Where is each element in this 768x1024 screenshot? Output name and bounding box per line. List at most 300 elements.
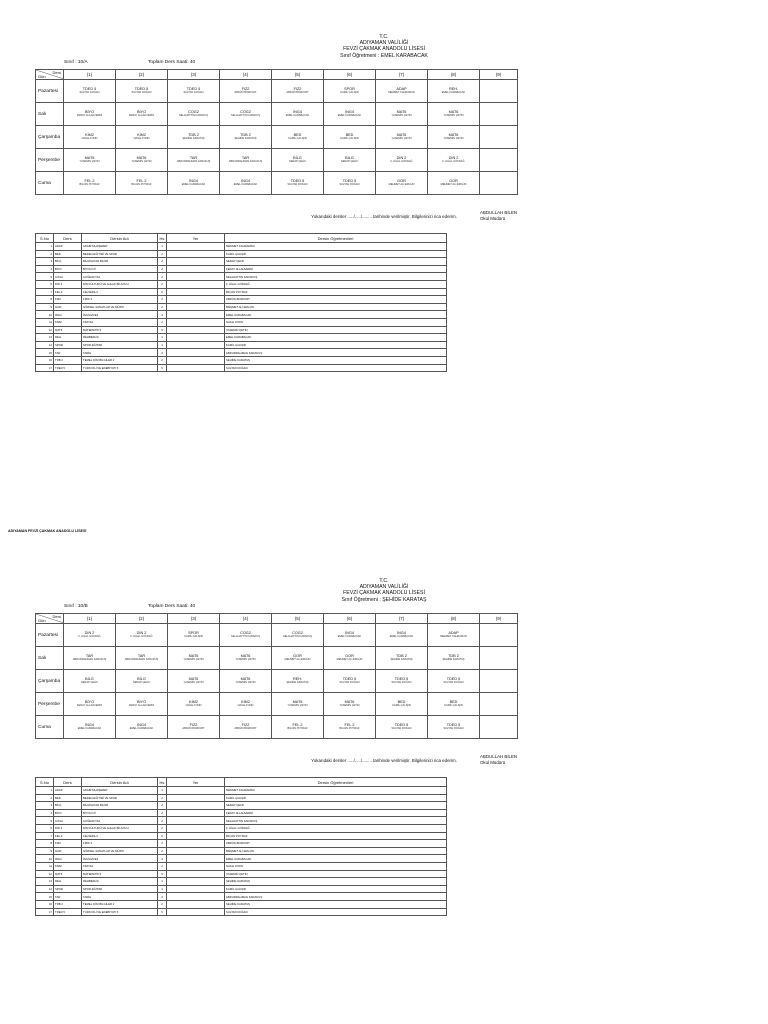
lesson-cell [168,693,220,716]
schedule-row [36,103,518,126]
lesson-cell [480,647,518,670]
lesson-cell [116,693,168,716]
course-teachers: ABDÜN BOZKURT [225,296,447,304]
lesson-teacher: ABDÜN BOZKURT [234,727,257,731]
lesson-cell [116,716,168,739]
lesson-code: FIZ2 [241,722,250,727]
lesson-cell [376,670,428,693]
lesson-code: MAT6 [240,653,251,658]
course-code: GOR [54,303,82,311]
course-number: 16 [36,356,54,364]
course-list-table [35,777,447,916]
course-hours: 2 [158,809,167,817]
lesson-teacher: EMEL KARABACAK [337,114,362,118]
lesson-cell [220,647,272,670]
principal-signature [480,754,517,766]
principal-name: ABDULLAH BİLEN [480,754,518,759]
lesson-code: DİN 2 [84,630,95,635]
course-row [36,303,447,311]
course-hours: 6 [158,326,167,334]
course-hours: 2 [158,794,167,802]
lesson-cell [480,80,518,103]
weekly-schedule-table [35,69,518,195]
course-column-header: Yer [167,778,225,787]
lesson-teacher: SULTAN DOĞAN [131,91,152,95]
course-room [167,364,225,372]
course-room [167,273,225,281]
lesson-teacher: SERAP ÇELİK [341,160,358,164]
course-teachers: FERAY ALLAHVERDİ [225,809,447,817]
course-code: BED [54,794,82,802]
lesson-cell [272,172,324,195]
course-name: TEMEL DİNİ BİLGİLER 2 [82,900,158,908]
period-header: (7) [376,70,428,80]
course-code: BİYO [54,265,82,273]
course-row [36,802,447,810]
course-hours: 2 [158,258,167,266]
course-number: 6 [36,824,54,832]
lesson-cell [272,126,324,149]
lesson-teacher: EMEL KARABACAK [181,183,206,187]
lesson-code: BİYO [136,109,147,114]
lesson-cell [116,103,168,126]
course-name: TARİH [82,893,158,901]
lesson-cell [116,126,168,149]
approval-note: Yukarıdaki dersler ...../...../........ tarihinde verilmiştir. Bilgilerinizi rica ederim. [311,758,457,763]
course-row [36,334,447,342]
period-header: (8) [428,70,480,80]
lesson-code: KİM2 [137,132,146,137]
lesson-code: İNG4 [345,109,354,114]
lesson-code: İNG4 [189,178,198,183]
lesson-cell [428,172,480,195]
day-label: Perşembe [36,149,64,172]
course-teachers: YASEMİN ÇETİN [225,326,447,334]
period-header: (2) [116,614,168,624]
course-teachers: ŞEHİDE KARATAŞ [225,878,447,886]
course-name: MATEMATİK 6 [82,870,158,878]
lesson-cell [428,103,480,126]
class-label: Sınıf : 10/B [64,604,88,609]
lesson-code: TAR [189,155,198,160]
lesson-cell [220,103,272,126]
lesson-teacher: ABDÜN BOZKURT [182,727,205,731]
course-room [167,280,225,288]
lesson-cell [220,172,272,195]
course-teachers: F. HİLAL GÖKDAĞ [225,824,447,832]
course-room [167,303,225,311]
course-code: TDED 5 [54,364,82,372]
course-row [36,840,447,848]
lesson-code: FEL 2 [136,178,147,183]
course-column-header: Dersin Adı [82,778,158,787]
school-header [0,578,768,603]
lesson-cell [168,80,220,103]
period-header: (1) [64,70,116,80]
lesson-cell [428,670,480,693]
lesson-teacher: ABDURRAHMAN KARAKUŞ [228,160,263,164]
course-room [167,893,225,901]
lesson-cell [324,103,376,126]
period-header: (1) [64,614,116,624]
lesson-teacher: EMEL KARABACAK [441,91,466,95]
lesson-cell [64,126,116,149]
lesson-teacher: NAİLE AYDIN [133,137,150,141]
lesson-cell [272,693,324,716]
class-label: Sınıf : 10/A [64,60,88,65]
lesson-teacher: EMEL KARABACAK [77,727,102,731]
course-code: COG2 [54,817,82,825]
lesson-cell [272,670,324,693]
course-row [36,273,447,281]
lesson-cell [272,647,324,670]
course-code: FEL 2 [54,288,82,296]
course-room [167,794,225,802]
lesson-cell [324,716,376,739]
course-name: ADABI MUAŞERET [82,243,158,251]
course-code: KİM2 [54,318,82,326]
course-hours: 2 [158,832,167,840]
lesson-teacher: EMEL KARABACAK [337,635,362,639]
lesson-teacher: SELAHATTİN KARAKUŞ [283,635,312,639]
lesson-code: TDED 5 [82,86,97,91]
school-name-footer: ADIYAMAN FEVZİ ÇAKMAK ANADOLU LİSESİ [8,529,87,533]
course-number: 9 [36,303,54,311]
course-code: İNG4 [54,311,82,319]
lesson-cell [376,149,428,172]
lesson-cell [324,670,376,693]
course-number: 15 [36,893,54,901]
lesson-teacher: FERAY ALLAHVERDİ [76,704,103,708]
course-column-header: Dersin Öğretmenleri [225,234,447,243]
course-number: 13 [36,334,54,342]
lesson-code: TDED 5 [446,722,461,727]
day-label: Perşembe [36,693,64,716]
lesson-cell [220,716,272,739]
course-teachers: EMEL KARABACAK [225,855,447,863]
schedule-row [36,149,518,172]
course-number: 2 [36,794,54,802]
course-column-header: S.No [36,778,54,787]
course-number: 10 [36,311,54,319]
course-number: 8 [36,840,54,848]
course-name: DİN KÜLTÜRÜ VE AHLAK BİLGİSİ 2 [82,280,158,288]
course-teachers: BİLGİN POYRAZ [225,288,447,296]
course-teachers: YASEMİN ÇETİN [225,870,447,878]
header-line: ADIYAMAN VALİLİĞİ [359,40,409,47]
lesson-teacher: MEHMET ALİ ERGÜN [440,183,467,187]
course-hours: 1 [158,243,167,251]
course-hours: 2 [158,265,167,273]
lesson-cell [428,624,480,647]
course-teachers: SERAP ÇELİK [225,258,447,266]
lesson-code: FEL 2 [84,178,95,183]
lesson-code: MAT6 [136,155,147,160]
lesson-cell [376,126,428,149]
course-row [36,318,447,326]
course-code: ADAP [54,787,82,795]
course-teachers: MEHMET ALİ ERGÜN [225,847,447,855]
lesson-teacher: ŞEHİDE KARATAŞ [390,658,413,662]
course-row [36,341,447,349]
lesson-teacher: SULTAN DOĞAN [339,681,360,685]
course-teachers: SELAHATTİN KARAKUŞ [225,273,447,281]
lesson-code: GOR [293,653,302,658]
course-hours: 6 [158,870,167,878]
lesson-code: KİM2 [189,699,198,704]
course-code: TDB 2 [54,900,82,908]
lesson-teacher: YASEMİN ÇETİN [235,681,256,685]
lesson-code: COG2 [188,109,199,114]
lesson-cell [220,126,272,149]
lesson-cell [116,80,168,103]
course-teachers: ŞEHİDE KARATAŞ [225,356,447,364]
header-line: FEVZİ ÇAKMAK ANADOLU LİSESİ [343,46,425,53]
course-teachers: MEHMET KAHRAMAN [225,787,447,795]
lesson-code: ADAP [448,630,459,635]
course-number: 11 [36,318,54,326]
course-hours: 5 [158,364,167,372]
lesson-code: TDED 5 [446,676,461,681]
course-row [36,364,447,372]
lesson-code: TDB 2 [188,132,199,137]
course-row [36,288,447,296]
course-row [36,296,447,304]
course-teachers: NAİLE AYDIN [225,318,447,326]
course-teachers: KAMİL ÇALIŞIR [225,794,447,802]
lesson-cell [376,80,428,103]
course-number: 7 [36,832,54,840]
course-name: FİZİK 2 [82,296,158,304]
lesson-teacher: SULTAN DOĞAN [339,183,360,187]
principal-signature [480,210,517,222]
course-teachers: EMEL KARABACAK [225,334,447,342]
schedule-row [36,693,518,716]
period-header: (9) [480,70,518,80]
course-code: FIZ2 [54,840,82,848]
course-number: 6 [36,280,54,288]
lesson-cell [168,647,220,670]
course-row [36,832,447,840]
course-teachers: MEHMET ALİ ERGÜN [225,303,447,311]
lesson-cell [428,716,480,739]
lesson-cell [64,624,116,647]
course-row [36,326,447,334]
course-hours: 2 [158,349,167,357]
lesson-teacher: SULTAN DOĞAN [79,91,100,95]
course-number: 1 [36,243,54,251]
course-number: 9 [36,847,54,855]
course-hours: 5 [158,908,167,916]
lesson-cell [168,716,220,739]
course-number: 7 [36,288,54,296]
period-header: (8) [428,614,480,624]
course-row [36,878,447,886]
lesson-teacher: ŞEHİDE KARATAŞ [182,137,205,141]
course-hours: 2 [158,318,167,326]
lesson-code: İNG4 [137,722,146,727]
course-hours: 2 [158,840,167,848]
lesson-code: ADAP [396,86,407,91]
course-room [167,885,225,893]
course-room [167,802,225,810]
lesson-teacher: SERAP ÇELİK [81,681,98,685]
lesson-cell [168,103,220,126]
course-hours: 1 [158,885,167,893]
lesson-code: BİYO [84,109,95,114]
course-number: 13 [36,878,54,886]
course-teachers: NAİLE AYDIN [225,862,447,870]
period-header: (2) [116,70,168,80]
principal-name: ABDULLAH BİLEN [480,210,518,215]
course-row [36,824,447,832]
lesson-cell [168,126,220,149]
header-line: FEVZİ ÇAKMAK ANADOLU LİSESİ [343,590,425,597]
course-row [36,356,447,364]
course-row [36,794,447,802]
course-room [167,356,225,364]
lesson-teacher: EMEL KARABACAK [285,114,310,118]
course-code: ADAP [54,243,82,251]
lesson-code: COG2 [240,630,251,635]
course-room [167,870,225,878]
course-code: SPOR [54,885,82,893]
schedule-row [36,172,518,195]
lesson-cell [480,172,518,195]
course-room [167,258,225,266]
course-name: KİMYA2 [82,862,158,870]
lesson-code: İNG4 [85,722,94,727]
course-teachers: ŞEHİDE KARATAŞ [225,900,447,908]
lesson-cell [428,149,480,172]
course-teachers: KAMİL ÇALIŞIR [225,341,447,349]
lesson-cell [64,149,116,172]
lesson-teacher: F. HİLAL GÖKDAĞ [442,160,465,164]
course-teachers: MEHMET KAHRAMAN [225,243,447,251]
schedule-row [36,670,518,693]
course-number: 4 [36,265,54,273]
day-label: Cuma [36,172,64,195]
class-teacher: Sınıf Öğretmeni : EMEL KARABACAK [340,52,428,59]
corner-lesson-label: Ders [52,614,61,619]
lesson-code: KİM2 [241,699,250,704]
lesson-code: TDED 5 [394,722,409,727]
course-teachers: SELAHATTİN KARAKUŞ [225,817,447,825]
course-hours: 2 [158,824,167,832]
lesson-code: REH. [292,676,303,681]
course-name: FELSEFE 2 [82,832,158,840]
lesson-cell [272,716,324,739]
lesson-cell [272,149,324,172]
course-number: 17 [36,364,54,372]
course-hours: 2 [158,802,167,810]
course-number: 5 [36,273,54,281]
course-number: 12 [36,870,54,878]
day-label: Cuma [36,716,64,739]
course-name: İNGİLİZCE4 [82,311,158,319]
course-code: REH. [54,878,82,886]
day-label: Çarşamba [36,126,64,149]
lesson-teacher: YASEMİN ÇETİN [131,160,152,164]
lesson-code: TAR [85,653,94,658]
lesson-teacher: BİLGİN POYRAZ [287,727,308,731]
course-code: COG2 [54,273,82,281]
lesson-teacher: MEHMET KAHRAMAN [440,635,467,639]
course-hours: 1 [158,878,167,886]
lesson-code: MAT6 [448,109,459,114]
lesson-code: İNG4 [345,630,354,635]
course-hours: 2 [158,296,167,304]
period-header: (4) [220,614,272,624]
course-code: MAT6 [54,326,82,334]
course-hours: 2 [158,303,167,311]
lesson-teacher: SULTAN DOĞAN [443,727,464,731]
course-hours: 2 [158,356,167,364]
course-header-row [36,778,447,787]
class-teacher: Sınıf Öğretmeni : ŞEHİDE KARATAŞ [341,596,427,603]
approval-note: Yukarıdaki dersler ...../...../........ tarihinde verilmiştir. Bilgilerinizi rica ederim. [311,214,457,219]
course-code: SPOR [54,341,82,349]
lesson-teacher: KAMİL ÇALIŞIR [340,137,359,141]
lesson-code: MAT6 [188,676,199,681]
lesson-cell [168,172,220,195]
lesson-teacher: YASEMİN ÇETİN [391,137,412,141]
lesson-teacher: SULTAN DOĞAN [391,681,412,685]
course-hours: 2 [158,817,167,825]
lesson-teacher: ŞEHİDE KARATAŞ [234,137,257,141]
lesson-cell [324,172,376,195]
total-hours: Toplam Ders Saati: 40 [148,604,196,609]
lesson-cell [376,103,428,126]
course-teachers: ABDÜN BOZKURT [225,840,447,848]
course-row [36,250,447,258]
lesson-teacher: ŞEHİDE KARATAŞ [286,681,309,685]
corner-cell [36,614,64,624]
weekly-schedule-table [35,613,518,739]
period-header: (7) [376,614,428,624]
course-name: GÖRSEL SANATLAR VE MÜZİK [82,303,158,311]
lesson-code: BİLG [85,676,94,681]
course-row [36,311,447,319]
course-hours: 1 [158,341,167,349]
schedule-header-row [36,614,518,624]
schedule-header-row [36,70,518,80]
course-column-header: Ders [54,778,82,787]
course-name: REHBERLİK [82,334,158,342]
course-hours: 2 [158,250,167,258]
lesson-cell [64,670,116,693]
lesson-code: MAT6 [84,155,95,160]
course-hours: 2 [158,862,167,870]
course-name: COĞRAFYA2 [82,273,158,281]
course-hours: 2 [158,288,167,296]
course-number: 5 [36,817,54,825]
lesson-teacher: KAMİL ÇALIŞIR [392,704,411,708]
course-code: TAR [54,349,82,357]
lesson-teacher: KAMİL ÇALIŞIR [288,137,307,141]
lesson-code: TDB 2 [448,653,459,658]
lesson-teacher: YASEMİN ÇETİN [391,114,412,118]
lesson-cell [324,693,376,716]
course-name: GÖRSEL SANATLAR VE MÜZİK [82,847,158,855]
lesson-teacher: ABDURRAHMAN KARAKUŞ [176,160,211,164]
course-column-header: Dersin Adı [82,234,158,243]
course-hours: 2 [158,893,167,901]
lesson-teacher: F. HİLAL GÖKDAĞ [130,635,153,639]
course-room [167,296,225,304]
course-row [36,280,447,288]
course-room [167,832,225,840]
